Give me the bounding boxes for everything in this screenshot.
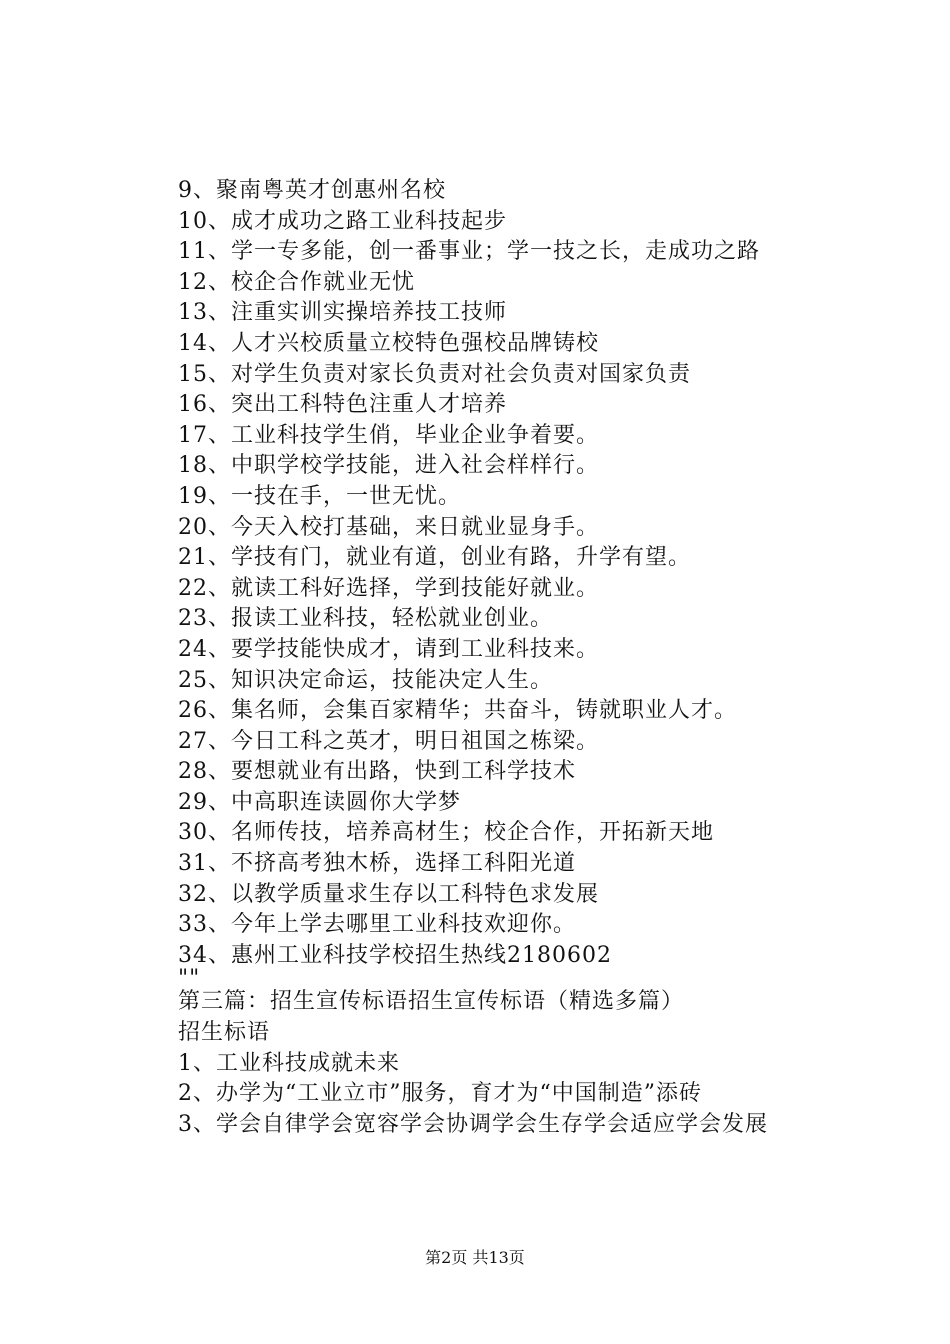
slogan-line: 31、不挤高考独木桥，选择工科阳光道 [178, 851, 576, 877]
slogan-line: 28、要想就业有出路，快到工科学技术 [178, 759, 576, 785]
slogan-line: 20、今天入校打基础，来日就业显身手。 [178, 514, 599, 540]
slogan-line: 15、对学生负责对家长负责对社会负责对国家负责 [178, 361, 691, 387]
slogan-line: 3、学会自律学会宽容学会协调学会生存学会适应学会发展 [178, 1111, 768, 1137]
section-heading: 第三篇：招生宣传标语招生宣传标语（精选多篇） [178, 989, 685, 1015]
slogan-line: 23、报读工业科技，轻松就业创业。 [178, 606, 553, 632]
slogan-line: 22、就读工科好选择，学到技能好就业。 [178, 575, 599, 601]
slogan-line: 9、聚南粤英才创惠州名校 [178, 178, 446, 203]
slogan-line: 18、中职学校学技能，进入社会样样行。 [178, 453, 599, 479]
slogan-line: 30、名师传技，培养高材生；校企合作，开拓新天地 [178, 820, 714, 846]
page-number-footer: 第2页 共13页 [425, 1248, 525, 1267]
slogan-line: 1、工业科技成就未来 [178, 1050, 400, 1076]
slogan-line: 26、集名师，会集百家精华；共奋斗，铸就职业人才。 [178, 698, 737, 724]
slogan-line: 29、中高职连读圆你大学梦 [178, 789, 461, 815]
slogan-line: 10、成才成功之路工业科技起步 [178, 208, 507, 234]
slogan-line: 24、要学技能快成才，请到工业科技来。 [178, 636, 599, 662]
slogan-line: 32、以教学质量求生存以工科特色求发展 [178, 881, 599, 907]
slogan-line: 21、学技有门，就业有道，创业有路，升学有望。 [178, 545, 691, 571]
slogan-line: 13、注重实训实操培养技工技师 [178, 300, 507, 326]
slogan-line: 14、人才兴校质量立校特色强校品牌铸校 [178, 330, 599, 356]
slogan-line: 12、校企合作就业无忧 [178, 269, 415, 295]
slogan-line: 2、办学为“工业立市”服务，育才为“中国制造”添砖 [178, 1081, 702, 1107]
slogan-line: 27、今日工科之英才，明日祖国之栋梁。 [178, 728, 599, 754]
section-subheading: 招生标语 [178, 1020, 271, 1046]
slogan-line: 16、突出工科特色注重人才培养 [178, 392, 507, 418]
slogan-line: 33、今年上学去哪里工业科技欢迎你。 [178, 912, 576, 938]
quote-marks: "" [178, 966, 201, 992]
slogan-line: 34、惠州工业科技学校招生热线2180602 [178, 942, 612, 968]
slogan-line: 17、工业科技学生俏，毕业企业争着要。 [178, 422, 599, 448]
slogan-line: 11、学一专多能，创一番事业；学一技之长，走成功之路 [178, 239, 760, 265]
slogan-line: 19、一技在手，一世无忧。 [178, 483, 461, 509]
slogan-line: 25、知识决定命运，技能决定人生。 [178, 667, 553, 693]
document-body [178, 176, 918, 1140]
